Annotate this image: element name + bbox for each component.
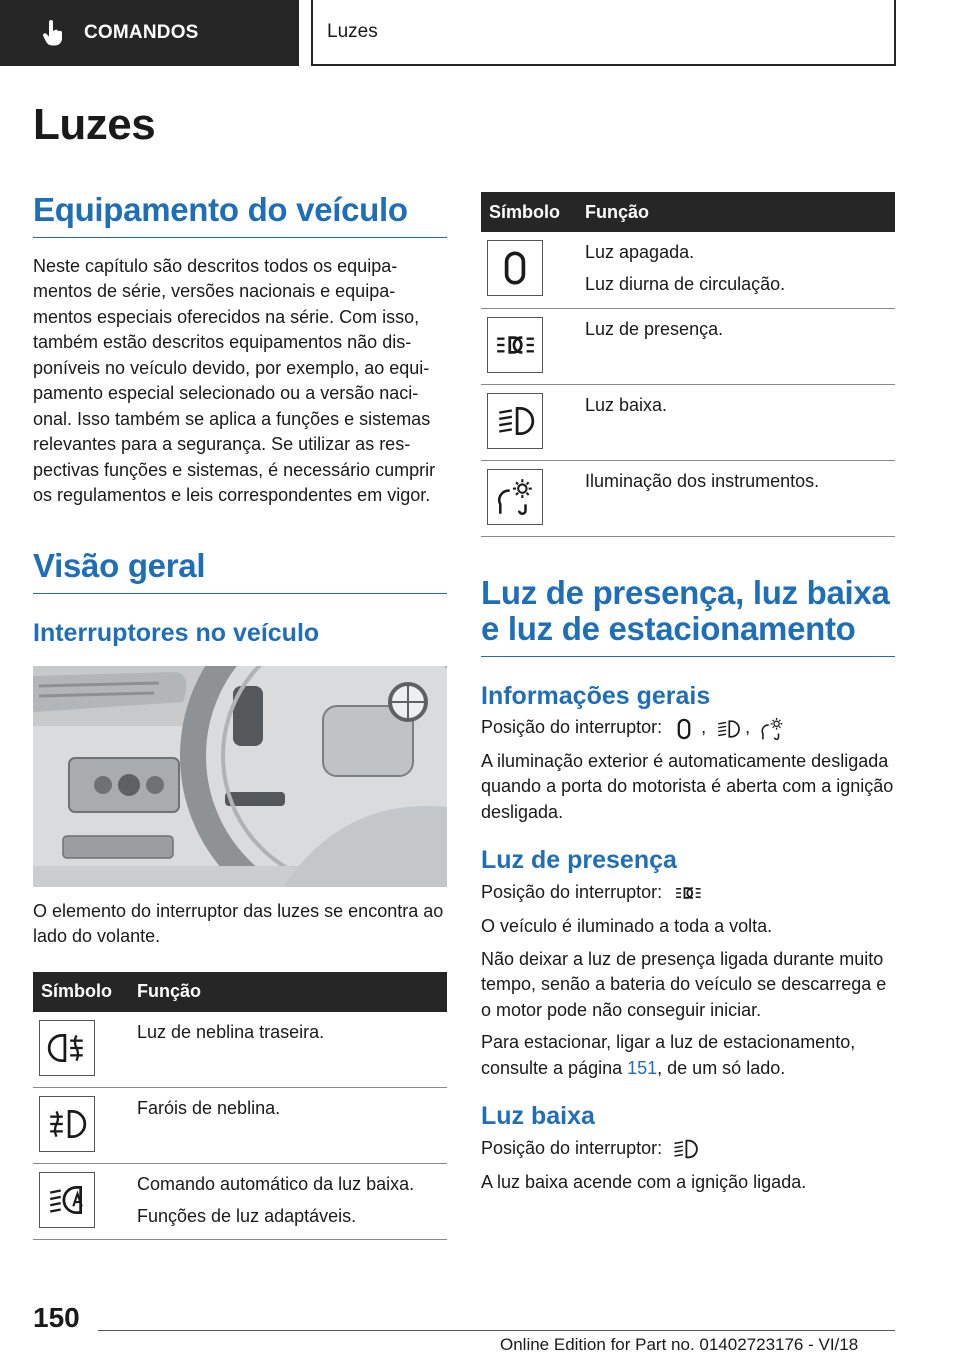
rear-fog-light-icon <box>39 1020 95 1076</box>
parking-switch-label: Posição do interruptor: <box>481 881 663 902</box>
edition-text: Online Edition for Part no. 01402723176 - VI/18 <box>500 1335 859 1354</box>
page-number: 150 <box>33 1302 80 1333</box>
table-row <box>33 1088 447 1164</box>
zero-position-icon <box>671 716 697 742</box>
lights-main-heading: Luz de presença, luz baixa e luz de estacionamento <box>481 575 895 658</box>
lowbeam-text: A luz baixa acende com a ignição ligada. <box>481 1172 807 1193</box>
page-title: Luzes <box>33 100 156 149</box>
row-text: Iluminação dos instrumentos. <box>585 470 820 491</box>
row-text: Luz diurna de circulação. <box>585 274 786 294</box>
overview-heading: Visão geral <box>33 548 447 594</box>
switches-heading: Interruptores no veículo <box>33 618 320 647</box>
separator: , <box>701 717 707 738</box>
general-switch-label: Posição do interruptor: <box>481 717 663 738</box>
row-text: Funções de luz adaptáveis. <box>137 1206 357 1227</box>
parking-text-3a: Para estacionar, ligar a luz de estacionamento, consulte a página <box>481 1032 856 1078</box>
photo-caption: O elemento do interruptor das luzes se encontra ao lado do volante. <box>33 900 444 947</box>
row-text: Comando automático da luz baixa. <box>137 1174 415 1195</box>
equipment-text: Neste capítulo são descritos todos os equipamentos de série, versões nacionais e equipamentos especiais oferecidos na série. Com isso, também estão descritos equipamentos não disponíveis no veículo devido, por exemplo, ao equipamento especial selecionado ou a versão nacional. Isso também se aplica a funções e sistemas relevantes para a segurança. Se utilizar as respectivas funções e sistemas, é necessário cumprir os regulamentos e leis correspondentes em vigor. <box>33 255 436 506</box>
general-info-heading: Informações gerais <box>481 682 711 711</box>
left-column <box>33 192 447 1240</box>
right-column <box>481 192 895 1196</box>
low-beam-heading: Luz baixa <box>481 1102 595 1131</box>
parking-text-1: O veículo é iluminado a toda a volta. <box>481 916 773 937</box>
separator: , <box>745 717 751 738</box>
page-link[interactable]: 151 <box>627 1057 658 1078</box>
parking-light-heading: Luz de presença <box>481 846 677 875</box>
lowbeam-switch-position <box>481 1135 895 1163</box>
col-header-symbol: Símbolo <box>33 972 137 1012</box>
low-beam-icon <box>715 716 741 742</box>
section-title: COMANDOS <box>84 22 199 43</box>
table-row <box>33 1164 447 1240</box>
switch-panel-photo <box>33 666 447 887</box>
parking-text-3 <box>481 1030 895 1081</box>
col-header-symbol: Símbolo <box>481 192 585 232</box>
general-text: A iluminação exterior é automaticamente desligada quando a porta do motorista é aberta com a ignição desligada. <box>481 750 894 822</box>
parking-light-icon <box>487 317 543 373</box>
row-text: Luz de neblina traseira. <box>137 1021 325 1042</box>
table-row <box>481 384 895 460</box>
table-row <box>481 460 895 536</box>
row-text: Faróis de neblina. <box>137 1098 281 1119</box>
section-tab <box>0 0 299 66</box>
general-switch-position <box>481 715 895 741</box>
instrument-lighting-icon <box>759 716 785 742</box>
row-text: Luz baixa. <box>585 394 668 415</box>
lowbeam-switch-label: Posição do interruptor: <box>481 1137 663 1158</box>
row-text: Luz apagada. <box>585 242 695 262</box>
parking-switch-position <box>481 879 895 907</box>
table-row <box>481 232 895 308</box>
row-text: Luz de presença. <box>585 318 724 339</box>
chapter-header <box>311 0 896 66</box>
low-beam-icon <box>487 393 543 449</box>
instrument-lighting-icon <box>487 469 543 525</box>
auto-low-beam-icon <box>39 1172 95 1228</box>
footer-divider <box>98 1330 895 1331</box>
left-symbol-table <box>33 972 447 1241</box>
zero-position-icon <box>487 240 543 296</box>
table-row <box>481 308 895 384</box>
low-beam-icon <box>671 1135 699 1163</box>
front-fog-light-icon <box>39 1096 95 1152</box>
right-symbol-table <box>481 192 895 537</box>
table-row <box>33 1012 447 1088</box>
parking-text-2: Não deixar a luz de presença ligada durante muito tempo, senão a bateria do veículo se descarrega e o motor pode não conseguir iniciar. <box>481 948 887 1020</box>
equipment-heading: Equipamento do veículo <box>33 192 447 238</box>
col-header-function: Função <box>585 192 895 232</box>
chapter-title: Luzes <box>327 21 378 42</box>
parking-text-3b: , de um só lado. <box>657 1057 786 1078</box>
parking-light-icon <box>671 879 705 907</box>
hand-pointer-icon <box>40 20 66 46</box>
col-header-function: Função <box>137 972 447 1012</box>
